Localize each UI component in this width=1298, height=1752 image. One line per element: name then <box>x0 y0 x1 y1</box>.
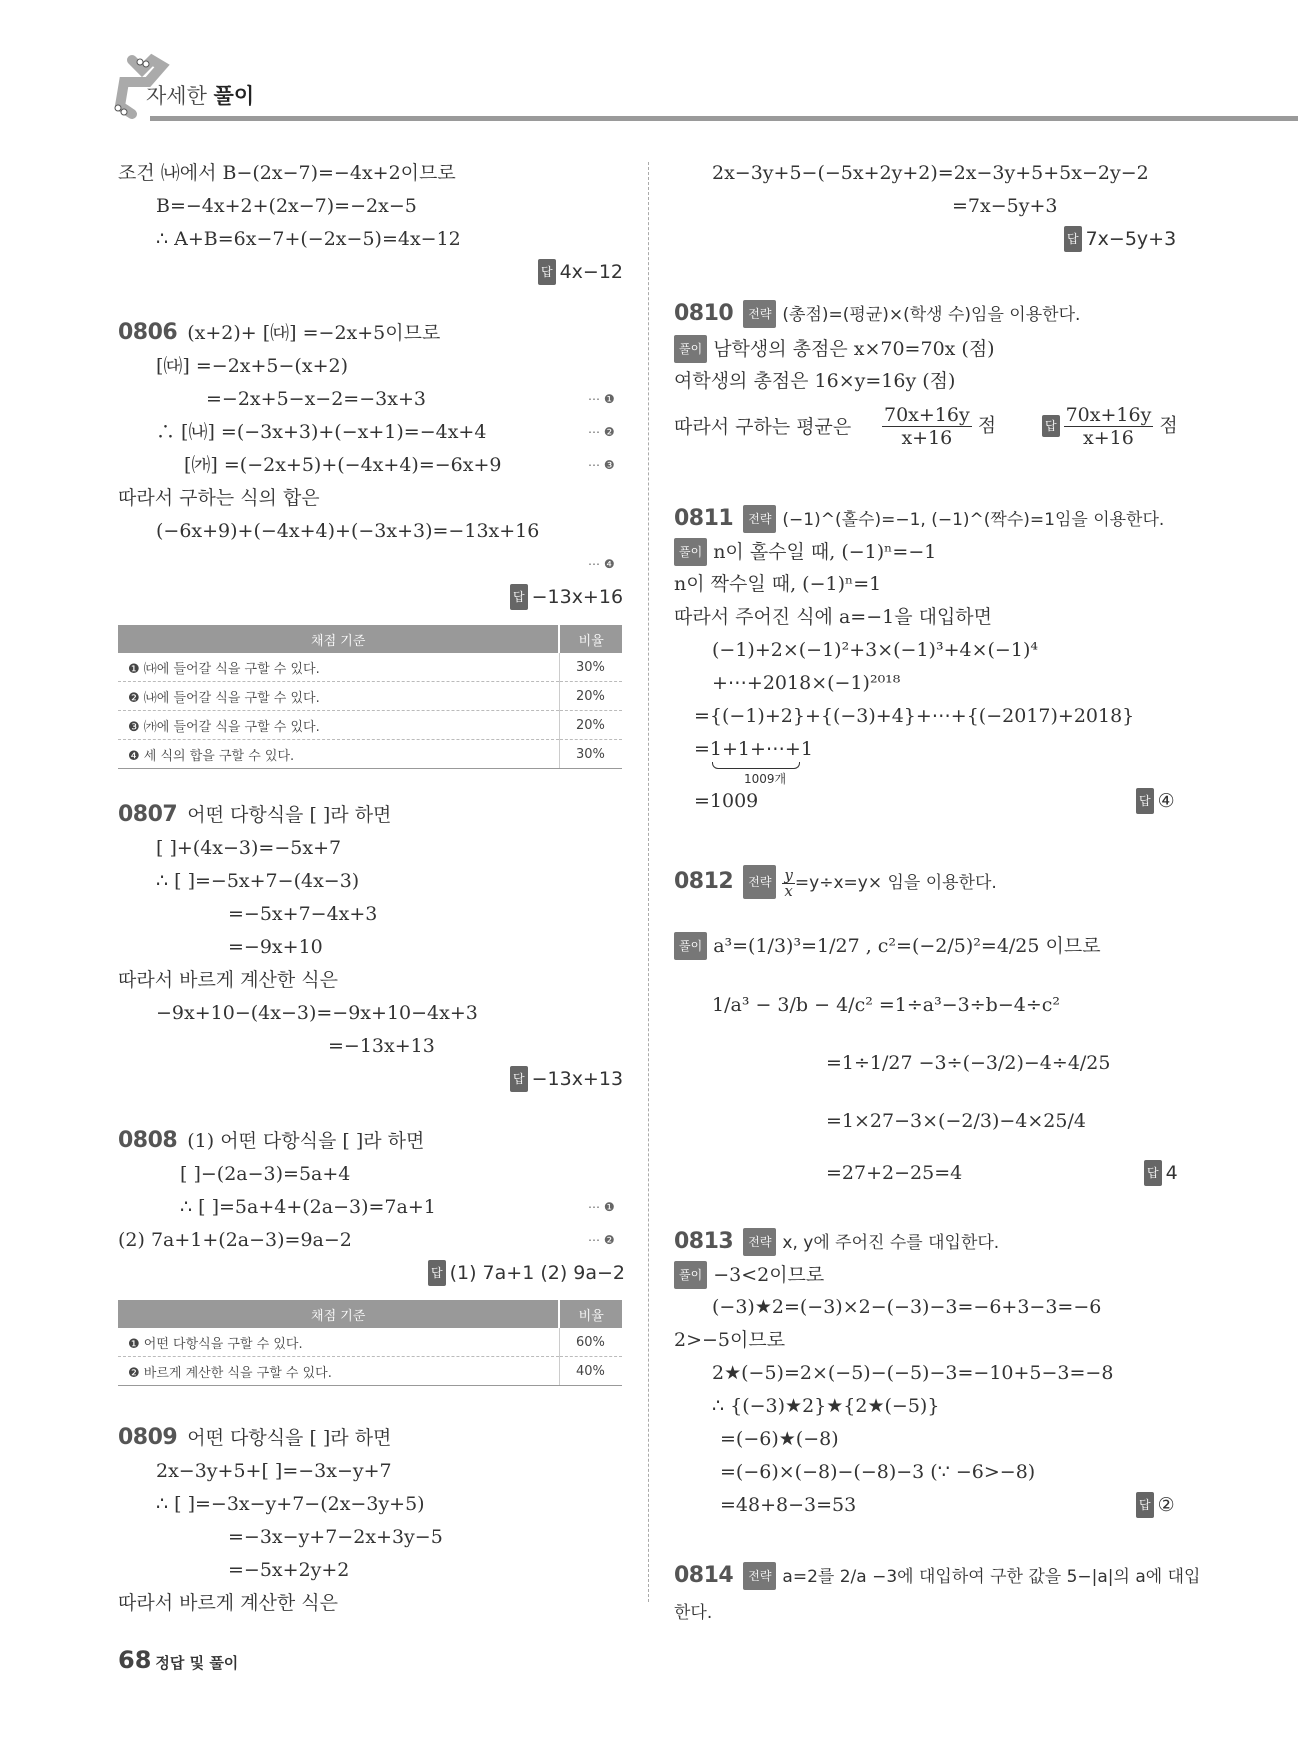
step-marker: ⋯ ❷ <box>588 425 615 439</box>
text-line: =−3x−y+7−2x+3y−5 <box>228 1526 443 1548</box>
text-line: =−13x+13 <box>328 1035 435 1057</box>
text-line: n이 짝수일 때, (−1)ⁿ=1 <box>674 573 882 595</box>
text-line: =1×27−3×(−2/3)−4×25/4 <box>826 1110 1086 1132</box>
answer: 답 4x−12 <box>538 259 623 285</box>
answer: 답 ④ <box>1136 788 1175 814</box>
text-line: −9x+10−(4x−3)=−9x+10−4x+3 <box>156 1002 478 1024</box>
text-line: +⋯+2018×(−1)²⁰¹⁸ <box>712 672 901 694</box>
text-line: 풀이 남학생의 총점은 x×70=70x (점) <box>674 335 995 363</box>
text-line: 2x−3y+5+[ ]=−3x−y+7 <box>156 1460 392 1482</box>
text-line: 따라서 바르게 계산한 식은 <box>118 969 339 991</box>
text-line: 2x−3y+5−(−5x+2y+2)=2x−3y+5+5x−2y−2 <box>712 162 1149 184</box>
text-line: 따라서 구하는 평균은 <box>674 416 852 438</box>
text-line: 여학생의 총점은 16×y=16y (점) <box>674 370 956 392</box>
page-title: 자세한 풀이 <box>146 84 255 108</box>
text-line: ∴ [ ]=−3x−y+7−(2x−3y+5) <box>156 1493 425 1515</box>
problem-0809: 0809 어떤 다항식을 [ ]라 하면 <box>118 1425 392 1450</box>
answer: 답 $\frac{70x+16y}{x+16}$ 점 <box>1042 404 1178 449</box>
text-line: (2) 7a+1+(2a−3)=9a−2 <box>118 1229 352 1251</box>
text-line: [㈐] =−2x+5−(x+2) <box>156 355 348 377</box>
text-line: =1÷1/27 −3÷(−3/2)−4÷4/25 <box>826 1052 1111 1074</box>
step-marker: ⋯ ❹ <box>588 557 615 571</box>
problem-0811: 0811 전략 (−1)^(홀수)=−1, (−1)^(짝수)=1임을 이용한다. <box>674 506 1165 531</box>
text-line: 따라서 주어진 식에 a=−1을 대입하면 <box>674 606 993 628</box>
text-line: [ ]+(4x−3)=−5x+7 <box>156 837 342 859</box>
text-line: ∴ A+B=6x−7+(−2x−5)=4x−12 <box>156 228 461 250</box>
text-line: 풀이 a³=(1/3)³=1/27 , c²=(−2/5)²=4/25 이므로 <box>674 932 1101 960</box>
problem-0814: 0814 전략 a=2를 2/a −3에 대입하여 구한 값을 5−|a|의 a에 대입 <box>674 1563 1201 1588</box>
text-line: ={(−1)+2}+{(−3)+4}+⋯+{(−2017)+2018} <box>694 705 1135 727</box>
text-line: 2>−5이므로 <box>674 1329 786 1351</box>
text-line: [㈎] =(−2x+5)+(−4x+4)=−6x+9 <box>184 454 502 476</box>
answer: 답 (1) 7a+1 (2) 9a−2 <box>428 1260 625 1286</box>
step-marker: ⋯ ❷ <box>588 1233 615 1247</box>
step-marker: ⋯ ❶ <box>588 1200 615 1214</box>
text-line: 풀이 n이 홀수일 때, (−1)ⁿ=−1 <box>674 538 936 566</box>
text-line: =7x−5y+3 <box>952 195 1058 217</box>
text-line: =−2x+5−x−2=−3x+3 <box>206 388 426 410</box>
text-line: (−6x+9)+(−4x+4)+(−3x+3)=−13x+16 <box>156 520 540 542</box>
header-rule <box>150 116 1298 121</box>
brace-label: 1009개 <box>744 772 787 786</box>
problem-0807: 0807 어떤 다항식을 [ ]라 하면 <box>118 802 392 827</box>
scoring-table-0806: 채점 기준 비율 ❶ ㈐에 들어갈 식을 구할 수 있다. 30% ❷ ㈏에 들어갈 식을 구할 수 있다. 20% ❸ ㈎에 들어갈 식을 구할 수 있다. 20% ❹ 세 식의 합을 구할 수 있다. 30% <box>118 625 622 769</box>
left-column <box>118 160 628 1620</box>
problem-0808: 0808 (1) 어떤 다항식을 [ ]라 하면 <box>118 1128 425 1153</box>
text-line: ∴ [ ]=−5x+7−(4x−3) <box>156 870 360 892</box>
text-line: (−1)+2×(−1)²+3×(−1)³+4×(−1)⁴ <box>712 639 1038 661</box>
scoring-table-0808: 채점 기준 비율 ❶ 어떤 다항식을 구할 수 있다. 60% ❷ 바르게 계산한 식을 구할 수 있다. 40% <box>118 1300 622 1386</box>
problem-0813: 0813 전략 x, y에 주어진 수를 대입한다. <box>674 1229 1000 1254</box>
text-line: =48+8−3=53 <box>720 1494 857 1516</box>
text-line: 한다. <box>674 1603 713 1623</box>
text-line: 1/a³ − 3/b − 4/c² =1÷a³−3÷b−4÷c² <box>712 994 1061 1016</box>
text-line: (−3)★2=(−3)×2−(−3)−3=−6+3−3=−6 <box>712 1296 1102 1318</box>
text-line: =1+1+⋯+1 <box>694 738 813 760</box>
answer: 답 −13x+13 <box>510 1066 623 1092</box>
text-line: ∴ {(−3)★2}★{2★(−5)} <box>712 1395 940 1417</box>
text-line: =1009 <box>694 790 759 812</box>
fraction: $\frac{70x+16y}{x+16}$ 점 <box>884 404 997 449</box>
page-header <box>0 0 1298 140</box>
step-marker: ⋯ ❸ <box>588 458 615 472</box>
text-line: =(−6)×(−8)−(−8)−3 (∵ −6>−8) <box>720 1461 1036 1483</box>
text-line: =−9x+10 <box>228 936 323 958</box>
page-footer: 68 정답 및 풀이 <box>118 1646 239 1674</box>
text-line: 조건 ㈏에서 B−(2x−7)=−4x+2이므로 <box>118 162 456 184</box>
text-line: B=−4x+2+(2x−7)=−2x−5 <box>156 195 417 217</box>
text-line: [ ]−(2a−3)=5a+4 <box>180 1163 351 1185</box>
problem-0810: 0810 전략 (총점)=(평균)×(학생 수)임을 이용한다. <box>674 301 1081 326</box>
right-column <box>674 160 1201 1623</box>
step-marker: ⋯ ❶ <box>588 392 615 406</box>
problem-0812: 0812 전략 $\frac{y}{x}$ =y÷x=y× 임을 이용한다. <box>674 865 997 900</box>
text-line: =−5x+7−4x+3 <box>228 903 378 925</box>
text-line: 따라서 바르게 계산한 식은 <box>118 1592 339 1614</box>
text-line: =−5x+2y+2 <box>228 1559 350 1581</box>
answer: 답 ② <box>1136 1492 1175 1518</box>
text-line: ∴ [㈏] =(−3x+3)+(−x+1)=−4x+4 <box>156 421 487 443</box>
text-line: =(−6)★(−8) <box>720 1428 839 1450</box>
answer: 답 7x−5y+3 <box>1064 226 1176 252</box>
answer: 답 −13x+16 <box>510 584 623 610</box>
text-line: 따라서 구하는 식의 합은 <box>118 487 320 509</box>
text-line: 2★(−5)=2×(−5)−(−5)−3=−10+5−3=−8 <box>712 1362 1114 1384</box>
text-line: 풀이 −3<2이므로 <box>674 1261 824 1289</box>
column-divider <box>648 162 649 1602</box>
text-line: =27+2−25=4 <box>826 1162 963 1184</box>
text-line: ∴ [ ]=5a+4+(2a−3)=7a+1 <box>180 1196 436 1218</box>
answer: 답 4 <box>1144 1160 1178 1186</box>
problem-0806: 0806 (x+2)+ [㈐] =−2x+5이므로 <box>118 320 441 345</box>
